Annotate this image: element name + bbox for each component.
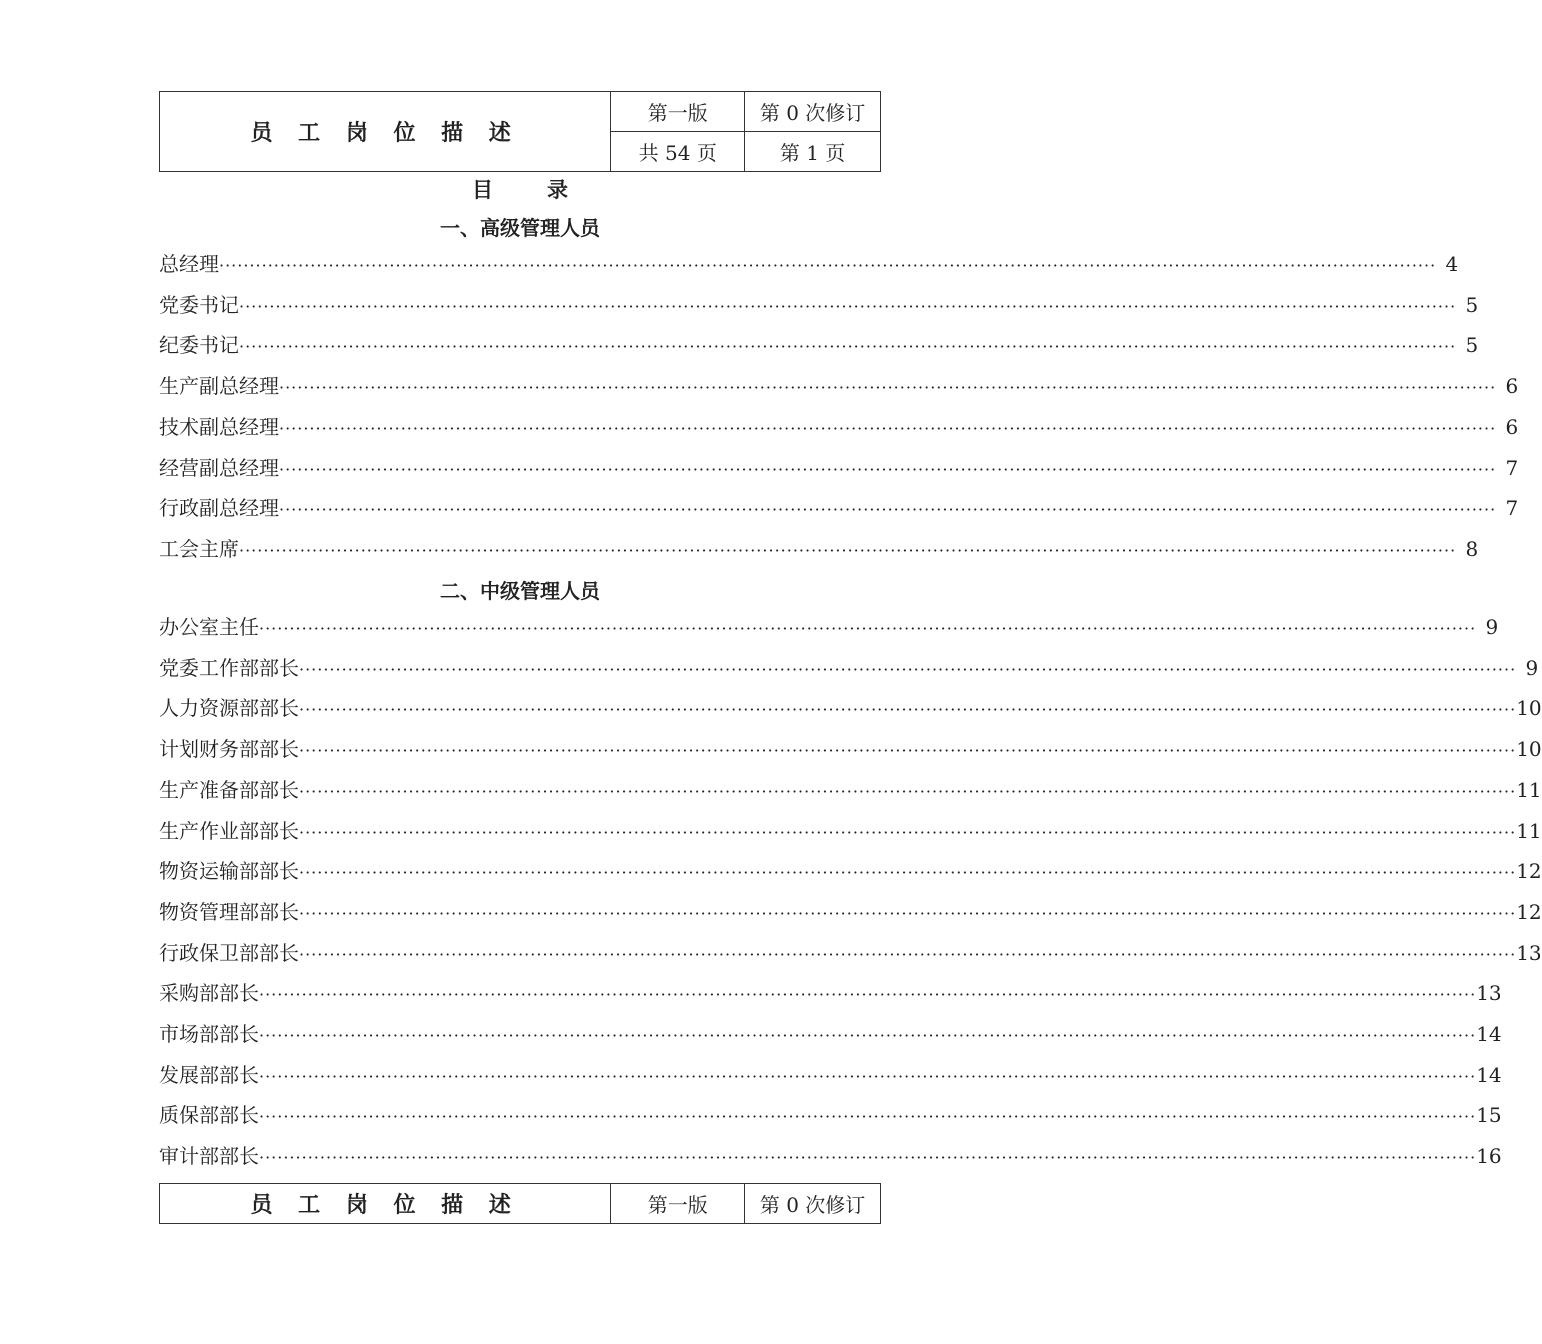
toc-leader-dots: ········································································································································································································: [279, 460, 1497, 479]
toc-entry[interactable]: [159, 1102, 1502, 1128]
toc-leader-dots: ········································································································································································································: [299, 741, 1517, 760]
toc-entry[interactable]: [159, 292, 1479, 318]
toc-entry[interactable]: [159, 899, 1542, 925]
toc-entry-page-number: 9: [1525, 656, 1539, 680]
toc-entry-label: 物资运输部部长: [159, 859, 299, 883]
toc-entry-label: 党委工作部部长: [159, 656, 299, 680]
toc-entry-page-number: 5: [1465, 333, 1479, 357]
toc-entry-page-number: 13: [1516, 941, 1542, 965]
toc-leader-dots: ········································································································································································································: [259, 1148, 1477, 1167]
toc-entry[interactable]: [159, 455, 1519, 481]
toc-entry[interactable]: [159, 818, 1542, 844]
toc-leader-dots: ········································································································································································································: [299, 823, 1517, 842]
toc-entry[interactable]: [159, 614, 1499, 640]
toc-leader-dots: ········································································································································································································: [279, 419, 1497, 438]
toc-entry-page-number: 5: [1465, 293, 1479, 317]
toc-entry-label: 物资管理部部长: [159, 900, 299, 924]
toc-leader-dots: ········································································································································································································: [299, 782, 1517, 801]
toc-entry[interactable]: [159, 695, 1542, 721]
toc-entry-page-number: 16: [1476, 1144, 1502, 1168]
toc-leader-dots: ········································································································································································································: [239, 541, 1457, 560]
toc-entry-page-number: 7: [1505, 456, 1519, 480]
toc-entry-label: 质保部部长: [159, 1103, 259, 1127]
toc-entry[interactable]: [159, 736, 1542, 762]
toc-entry-label: 人力资源部部长: [159, 696, 299, 720]
toc-leader-dots: ········································································································································································································: [299, 700, 1517, 719]
toc-entry-label: 生产作业部部长: [159, 819, 299, 843]
revision-label: 第 0 次修订: [745, 92, 881, 132]
toc-entry-page-number: 11: [1516, 819, 1542, 843]
toc-entry[interactable]: [159, 1143, 1502, 1169]
toc-section-heading: 一、高级管理人员: [440, 216, 600, 240]
toc-entry-label: 技术副总经理: [159, 415, 279, 439]
total-pages-label: 共 54 页: [611, 132, 745, 172]
toc-entry[interactable]: [159, 777, 1542, 803]
toc-title-right: 录: [547, 177, 568, 202]
toc-entry-label: 生产副总经理: [159, 374, 279, 398]
toc-leader-dots: ········································································································································································································: [259, 1067, 1477, 1086]
toc-entry-label: 发展部部长: [159, 1063, 259, 1087]
toc-entry-page-number: 14: [1476, 1022, 1502, 1046]
toc-entry-label: 党委书记: [159, 293, 239, 317]
next-page-revision-label: 第 0 次修订: [745, 1184, 881, 1224]
toc-entry-page-number: 13: [1476, 981, 1502, 1005]
toc-entry-page-number: 7: [1505, 496, 1519, 520]
toc-entry-label: 行政副总经理: [159, 496, 279, 520]
toc-entry[interactable]: [159, 495, 1519, 521]
toc-entry[interactable]: [159, 1021, 1502, 1047]
toc-entry-label: 总经理: [159, 252, 219, 276]
toc-entry[interactable]: [159, 940, 1542, 966]
toc-entry-label: 纪委书记: [159, 333, 239, 357]
toc-section-heading: 二、中级管理人员: [440, 579, 600, 603]
document-header-table: [159, 91, 881, 172]
toc-entry-page-number: 9: [1485, 615, 1499, 639]
toc-leader-dots: ········································································································································································································: [219, 256, 1437, 275]
toc-leader-dots: ········································································································································································································: [259, 1107, 1477, 1126]
toc-entry-label: 工会主席: [159, 537, 239, 561]
edition-label: 第一版: [611, 92, 745, 132]
next-page-edition-label: 第一版: [611, 1184, 745, 1224]
toc-leader-dots: ········································································································································································································: [259, 1026, 1477, 1045]
document-title: 员 工 岗 位 描 述: [160, 92, 611, 172]
toc-leader-dots: ········································································································································································································: [299, 945, 1517, 964]
toc-entry-label: 生产准备部部长: [159, 778, 299, 802]
toc-entry[interactable]: [159, 332, 1479, 358]
next-page-header-table: [159, 1183, 881, 1224]
next-page-title: 员 工 岗 位 描 述: [160, 1184, 611, 1224]
toc-entry-page-number: 10: [1516, 737, 1542, 761]
toc-entry-label: 采购部部长: [159, 981, 259, 1005]
current-page-label: 第 1 页: [745, 132, 881, 172]
toc-entry-page-number: 6: [1505, 415, 1519, 439]
toc-entry[interactable]: [159, 251, 1459, 277]
toc-entry[interactable]: [159, 980, 1502, 1006]
toc-entry-page-number: 14: [1476, 1063, 1502, 1087]
toc-leader-dots: ········································································································································································································: [299, 863, 1517, 882]
toc-entry-page-number: 12: [1516, 900, 1542, 924]
toc-leader-dots: ········································································································································································································: [299, 904, 1517, 923]
toc-entry[interactable]: [159, 858, 1542, 884]
toc-leader-dots: ········································································································································································································: [279, 500, 1497, 519]
toc-entry-label: 审计部部长: [159, 1144, 259, 1168]
toc-entry-page-number: 8: [1465, 537, 1479, 561]
toc-leader-dots: ········································································································································································································: [259, 619, 1477, 638]
toc-title-left: 目: [472, 177, 493, 202]
toc-entry-label: 经营副总经理: [159, 456, 279, 480]
toc-entry-label: 市场部部长: [159, 1022, 259, 1046]
toc-leader-dots: ········································································································································································································: [239, 297, 1457, 316]
toc-entry-page-number: 4: [1445, 252, 1459, 276]
toc-entry-label: 办公室主任: [159, 615, 259, 639]
toc-entry-page-number: 11: [1516, 778, 1542, 802]
toc-entry[interactable]: [159, 414, 1519, 440]
toc-entry-label: 计划财务部部长: [159, 737, 299, 761]
toc-entry-page-number: 6: [1505, 374, 1519, 398]
toc-title: [159, 174, 881, 204]
toc-entry-page-number: 12: [1516, 859, 1542, 883]
toc-entry-page-number: 15: [1476, 1103, 1502, 1127]
toc-entry[interactable]: [159, 373, 1519, 399]
toc-entry-label: 行政保卫部部长: [159, 941, 299, 965]
toc-entry[interactable]: [159, 536, 1479, 562]
toc-entry[interactable]: [159, 655, 1539, 681]
toc-leader-dots: ········································································································································································································: [279, 378, 1497, 397]
toc-leader-dots: ········································································································································································································: [259, 985, 1477, 1004]
toc-entry-page-number: 10: [1516, 696, 1542, 720]
toc-leader-dots: ········································································································································································································: [239, 337, 1457, 356]
toc-leader-dots: ········································································································································································································: [299, 660, 1517, 679]
toc-entry[interactable]: [159, 1062, 1502, 1088]
